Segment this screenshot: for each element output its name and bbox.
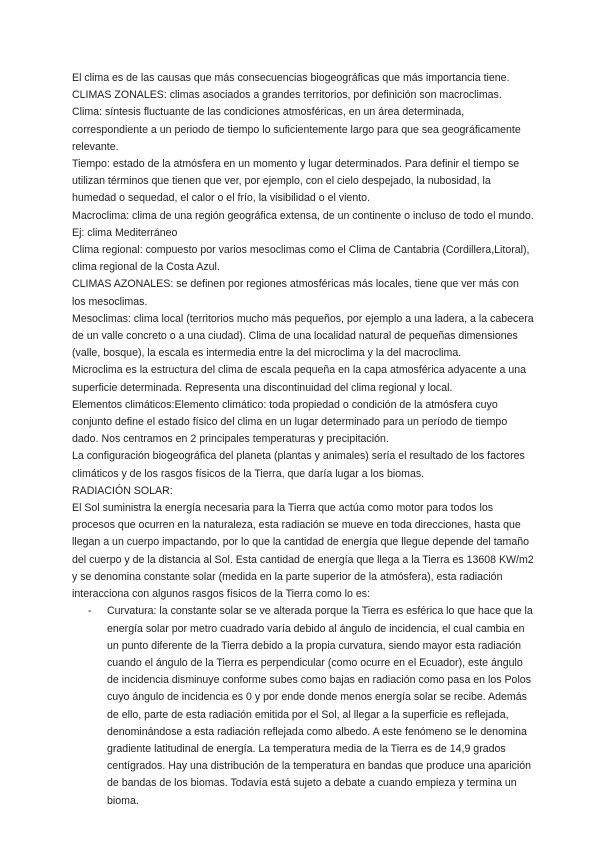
bullet-list xyxy=(72,603,534,809)
list-item-text: Curvatura: la constante solar se ve alterada porque la Tierra es esférica lo que hace que la energía solar por metro cuadrado varía debido al ángulo de incidencia, el cual cambia en un punto diferente de la Tierra debido a la propia curvatura, siendo mayor esta radiación cuando el ángulo de la Tierra es perpendicular (como ocurre en el Ecuador), este ángulo de incidencia disminuye conforme subes como bajas en radiación como pasa en los Polos cuyo ángulo de incidencia es 0 y por ende donde menos energía solar se recibe. Además de ello, parte de esta radiación emitida por el Sol, al llegar a la superficie es reflejada, denominándose a esta radiación reflejada como albedo. A este fenómeno se le denomina gradiente latitudinal de energía. La temperatura media de la Tierra es de 14,9 grados centígrados. Hay una distribución de la temperatura en bandas que produce una aparición de bandas de los biomas. Todavía está sujeto a debate a cuando empieza y termina un bioma. xyxy=(107,605,533,807)
bullet-marker: - xyxy=(88,605,92,618)
heading-radiacion-solar: RADIACIÓN SOLAR: xyxy=(72,484,173,497)
paragraph-climas-zonales: CLIMAS ZONALES: climas asociados a grandes territorios, por definición son macroclimas. xyxy=(72,89,502,102)
document-page xyxy=(72,70,534,810)
paragraph-intro: El clima es de las causas que más consecuencias biogeográficas que más importancia tiene. xyxy=(72,72,510,84)
paragraph-tiempo: Tiempo: estado de la atmósfera en un momento y lugar determinados. Para definir el tiempo se utilizan términos que tienen que ver, por ejemplo, con el cielo despejado, la nubosidad, la humedad o sequedad, el calor o el frío, la visibilidad o el viento. xyxy=(72,158,520,205)
paragraph-macroclima: Macroclima: clima de una región geográfica extensa, de un continente o incluso de todo el mundo. Ej: clima Mediterráneo xyxy=(72,209,534,239)
paragraph-mesoclimas: Mesoclimas: clima local (territorios mucho más pequeños, por ejemplo a una ladera, a la cabecera de un valle concreto o a una ciudad). Clima de una localidad natural de pequeñas dimensiones (valle, bosque), la escala es intermedia entre la del microclima y la del macroclima. xyxy=(72,312,534,360)
paragraph-elementos-climaticos: Elementos climáticos:Elemento climático: toda propiedad o condición de la atmósfera cuyo conjunto define el estado físico del clima en un lugar determinado para un período de tiempo dado. Nos centramos en 2 principales temperaturas y precipitación. xyxy=(72,398,508,446)
paragraph-configuracion-biogeografica: La configuración biogeográfica del planeta (plantas y animales) sería el resultado de los factores climáticos y de los rasgos físicos de la Tierra, que daría lugar a los biomas. xyxy=(72,450,525,480)
paragraph-climas-azonales: CLIMAS AZONALES: se definen por regiones atmosféricas más locales, tiene que ver más con los mesoclimas. xyxy=(72,278,519,308)
paragraph-clima-regional: Clima regional: compuesto por varios mesoclimas como el Clima de Cantabria (Cordillera,Litoral), clima regional de la Costa Azul. xyxy=(72,244,530,274)
paragraph-microclima: Microclima es la estructura del clima de escala pequeña en la capa atmosférica adyacente a una superficie determinada. Representa una discontinuidad del clima regional y local. xyxy=(72,364,527,394)
paragraph-sol: El Sol suministra la energía necesaria para la Tierra que actúa como motor para todos los procesos que ocurren en la naturaleza, esta radiación se mueve en toda direcciones, hasta que llegan a un cuerpo impactando, por lo que la cantidad de energía que llegue depende del tamaño del cuerpo y de la distancia al Sol. Esta cantidad de energía que llega a la Tierra es 13608 KW/m2 y se denomina constante solar (medida en la parte superior de la atmósfera), esta radiación interacciona con algunos rasgos físicos de la Tierra como lo es: xyxy=(72,502,534,601)
list-item-curvatura xyxy=(72,603,534,809)
paragraph-clima: Clima: síntesis fluctuante de las condiciones atmosféricas, en un área determinada, correspondiente a un periodo de tiempo lo suficientemente largo para que sea geográficamente relevante. xyxy=(72,106,521,153)
